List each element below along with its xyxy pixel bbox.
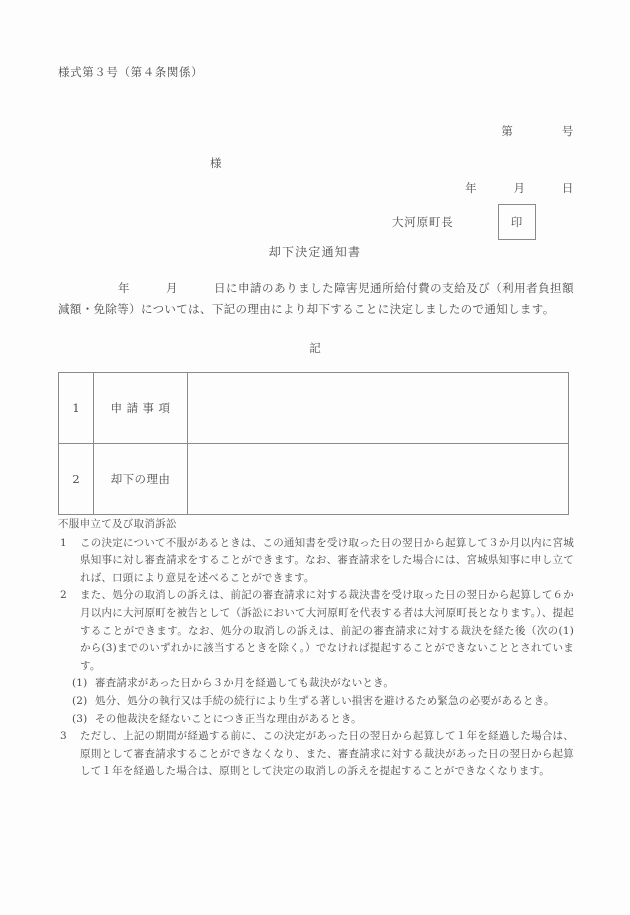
notice-sub-item-2: [58, 693, 574, 711]
notice-sub-item-marker: (1): [72, 677, 88, 690]
table-row: [59, 373, 569, 444]
document-number-line: 第 号: [501, 124, 574, 138]
notice-sub-list: [58, 675, 574, 728]
notice-item-marker: 2: [60, 589, 67, 602]
row-value[interactable]: [188, 373, 569, 444]
addressee-honorific: 様: [210, 156, 223, 170]
body-paragraph: 年 月 日に申請のありました障害児通所給付費の支給及び（利用者負担額減額・免除等）については、下記の理由により却下することに決定しましたので通知します。: [58, 281, 574, 316]
row-label: 却下の理由: [94, 444, 188, 515]
notice-sub-item-text: 審査請求があった日から３か月を経過しても裁決がないとき。: [95, 677, 395, 690]
notice-item-2: [58, 587, 574, 675]
table-row: [59, 444, 569, 515]
notice-item-3: [58, 728, 574, 781]
notice-sub-item-3: [58, 711, 574, 729]
appeal-notice-heading: 不服申立て及び取消訴訟: [58, 518, 177, 530]
seal-box: 印: [498, 204, 536, 240]
page-title: 却下決定通知書: [268, 245, 362, 259]
notice-item-text: この決定について不服があるときは、この通知書を受け取った日の翌日から起算して３か月以内に宮城県知事に対し審査請求をすることができます。なお、審査請求をした場合には、宮城県知事に申し立てれば、口頭により意見を述べることができます。: [80, 536, 574, 584]
notice-item-text: また、処分の取消しの訴えは、前記の審査請求に対する裁決書を受け取った日の翌日から起算して６か月以内に大河原町を被告として（訴訟において大河原町を代表する者は大河原町長となります。）、提起することができます。なお、処分の取消しの訴えは、前記の審査請求に対する裁決を経た後（次の(1)から(3)までのいずれかに該当するときを除く。）でなければ提起することができないこととされています。: [80, 589, 574, 672]
notice-item-marker: 1: [60, 536, 67, 549]
notice-item-text: ただし、上記の期間が経過する前に、この決定があった日の翌日から起算して１年を経過した場合は、原則として審査請求することができなくなり、また、審査請求に対する裁決があった日の翌日から起算して１年を経過した場合は、原則として決定の取消しの訴えを提起することができなくなります。: [80, 730, 574, 778]
appeal-notice-block: [58, 516, 574, 781]
row-label: 申 請 事 項: [94, 373, 188, 444]
form-number: 様式第３号（第４条関係）: [58, 65, 204, 79]
document-date-line: 年 月 日: [465, 181, 574, 195]
issuer-name: 大河原町長: [392, 215, 454, 229]
notice-item-marker: 3: [60, 730, 67, 743]
row-number: 1: [59, 373, 94, 444]
notice-sub-item-text: 処分、処分の執行又は手続の続行により生ずる著しい損害を避けるため緊急の必要があるとき。: [95, 694, 555, 707]
notice-sub-item-marker: (2): [72, 694, 88, 707]
details-table: [58, 372, 569, 515]
issuer-block: [392, 203, 536, 241]
notice-sub-item-text: その他裁決を経ないことにつき正当な理由があるとき。: [95, 712, 362, 725]
notice-sub-item-marker: (3): [72, 712, 88, 725]
row-number: 2: [59, 444, 94, 515]
notice-sub-item-1: [58, 675, 574, 693]
notice-item-1: [58, 535, 574, 588]
row-value[interactable]: [188, 444, 569, 515]
ki-mark: 記: [309, 341, 321, 355]
